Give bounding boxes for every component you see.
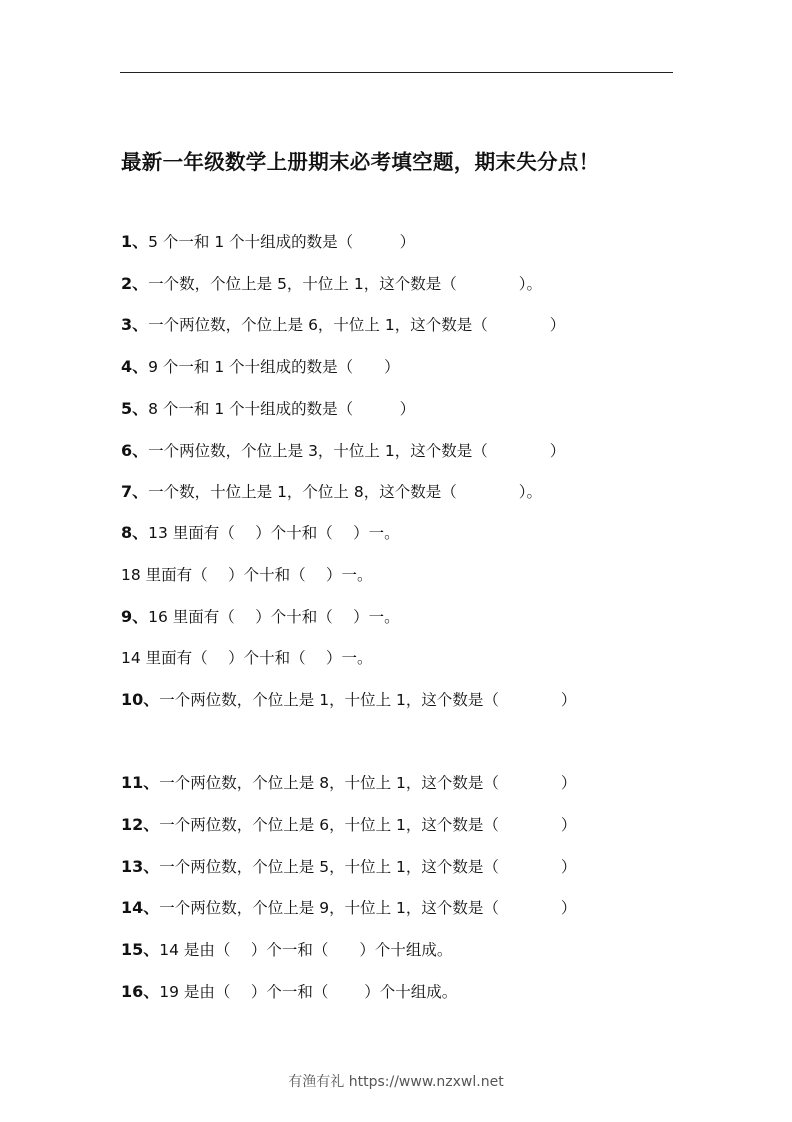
question-item <box>121 315 565 335</box>
question-item <box>121 441 565 461</box>
question-text: 16 里面有（ ）个十和（ ）一。 <box>148 608 400 626</box>
question-item <box>121 898 576 918</box>
question-item <box>121 607 400 627</box>
question-number: 2、 <box>121 274 149 293</box>
question-text: 一个两位数，个位上是 3，十位上 1，这个数是（ ） <box>148 442 566 460</box>
question-item <box>121 357 400 377</box>
question-number: 4、 <box>121 357 149 376</box>
question-item <box>121 857 576 877</box>
footer-watermark: 有渔有礼 https://www.nzxwl.net <box>288 1074 504 1090</box>
question-item <box>121 815 576 835</box>
question-text: 9 个一和 1 个十组成的数是（ ） <box>148 358 400 376</box>
question-item <box>121 399 415 419</box>
question-number: 13、 <box>121 857 160 876</box>
question-text: 一个数，十位上是 1，个位上 8，这个数是（ ）。 <box>148 483 542 501</box>
question-item <box>121 274 542 294</box>
question-number: 1、 <box>121 232 149 251</box>
question-number: 16、 <box>121 982 160 1001</box>
question-text: 19 是由（ ）个一和（ ）个十组成。 <box>159 983 458 1001</box>
question-number: 12、 <box>121 815 160 834</box>
question-item <box>121 232 415 252</box>
question-number: 14、 <box>121 898 160 917</box>
question-number: 8、 <box>121 523 149 542</box>
question-number: 10、 <box>121 690 160 709</box>
question-item <box>121 482 542 502</box>
question-text: 5 个一和 1 个十组成的数是（ ） <box>148 233 416 251</box>
question-text: 一个两位数，个位上是 8，十位上 1，这个数是（ ） <box>159 774 577 792</box>
question-text: 18 里面有（ ）个十和（ ）一。 <box>121 566 373 584</box>
question-text: 一个两位数，个位上是 9，十位上 1，这个数是（ ） <box>159 899 577 917</box>
question-text: 一个两位数，个位上是 1，十位上 1，这个数是（ ） <box>159 691 577 709</box>
question-item <box>121 982 457 1002</box>
question-item <box>121 565 373 585</box>
question-item <box>121 690 576 710</box>
question-text: 13 里面有（ ）个十和（ ）一。 <box>148 524 400 542</box>
question-number: 3、 <box>121 315 149 334</box>
question-number: 11、 <box>121 773 160 792</box>
question-text: 14 是由（ ）个一和（ ）个十组成。 <box>159 941 453 959</box>
question-item <box>121 773 576 793</box>
question-text: 一个两位数，个位上是 6，十位上 1，这个数是（ ） <box>148 316 566 334</box>
question-item <box>121 523 400 543</box>
question-text: 8 个一和 1 个十组成的数是（ ） <box>148 400 416 418</box>
question-number: 6、 <box>121 441 149 460</box>
question-text: 一个两位数，个位上是 5，十位上 1，这个数是（ ） <box>159 858 577 876</box>
question-text: 14 里面有（ ）个十和（ ）一。 <box>121 649 373 667</box>
question-item <box>121 940 452 960</box>
question-number: 7、 <box>121 482 149 501</box>
question-number: 9、 <box>121 607 149 626</box>
question-item <box>121 648 373 668</box>
header-rule <box>120 72 673 73</box>
question-number: 5、 <box>121 399 149 418</box>
question-number: 15、 <box>121 940 160 959</box>
question-text: 一个两位数，个位上是 6，十位上 1，这个数是（ ） <box>159 816 577 834</box>
page-title: 最新一年级数学上册期末必考填空题，期末失分点！ <box>121 150 600 174</box>
question-text: 一个数，个位上是 5，十位上 1，这个数是（ ）。 <box>148 275 542 293</box>
